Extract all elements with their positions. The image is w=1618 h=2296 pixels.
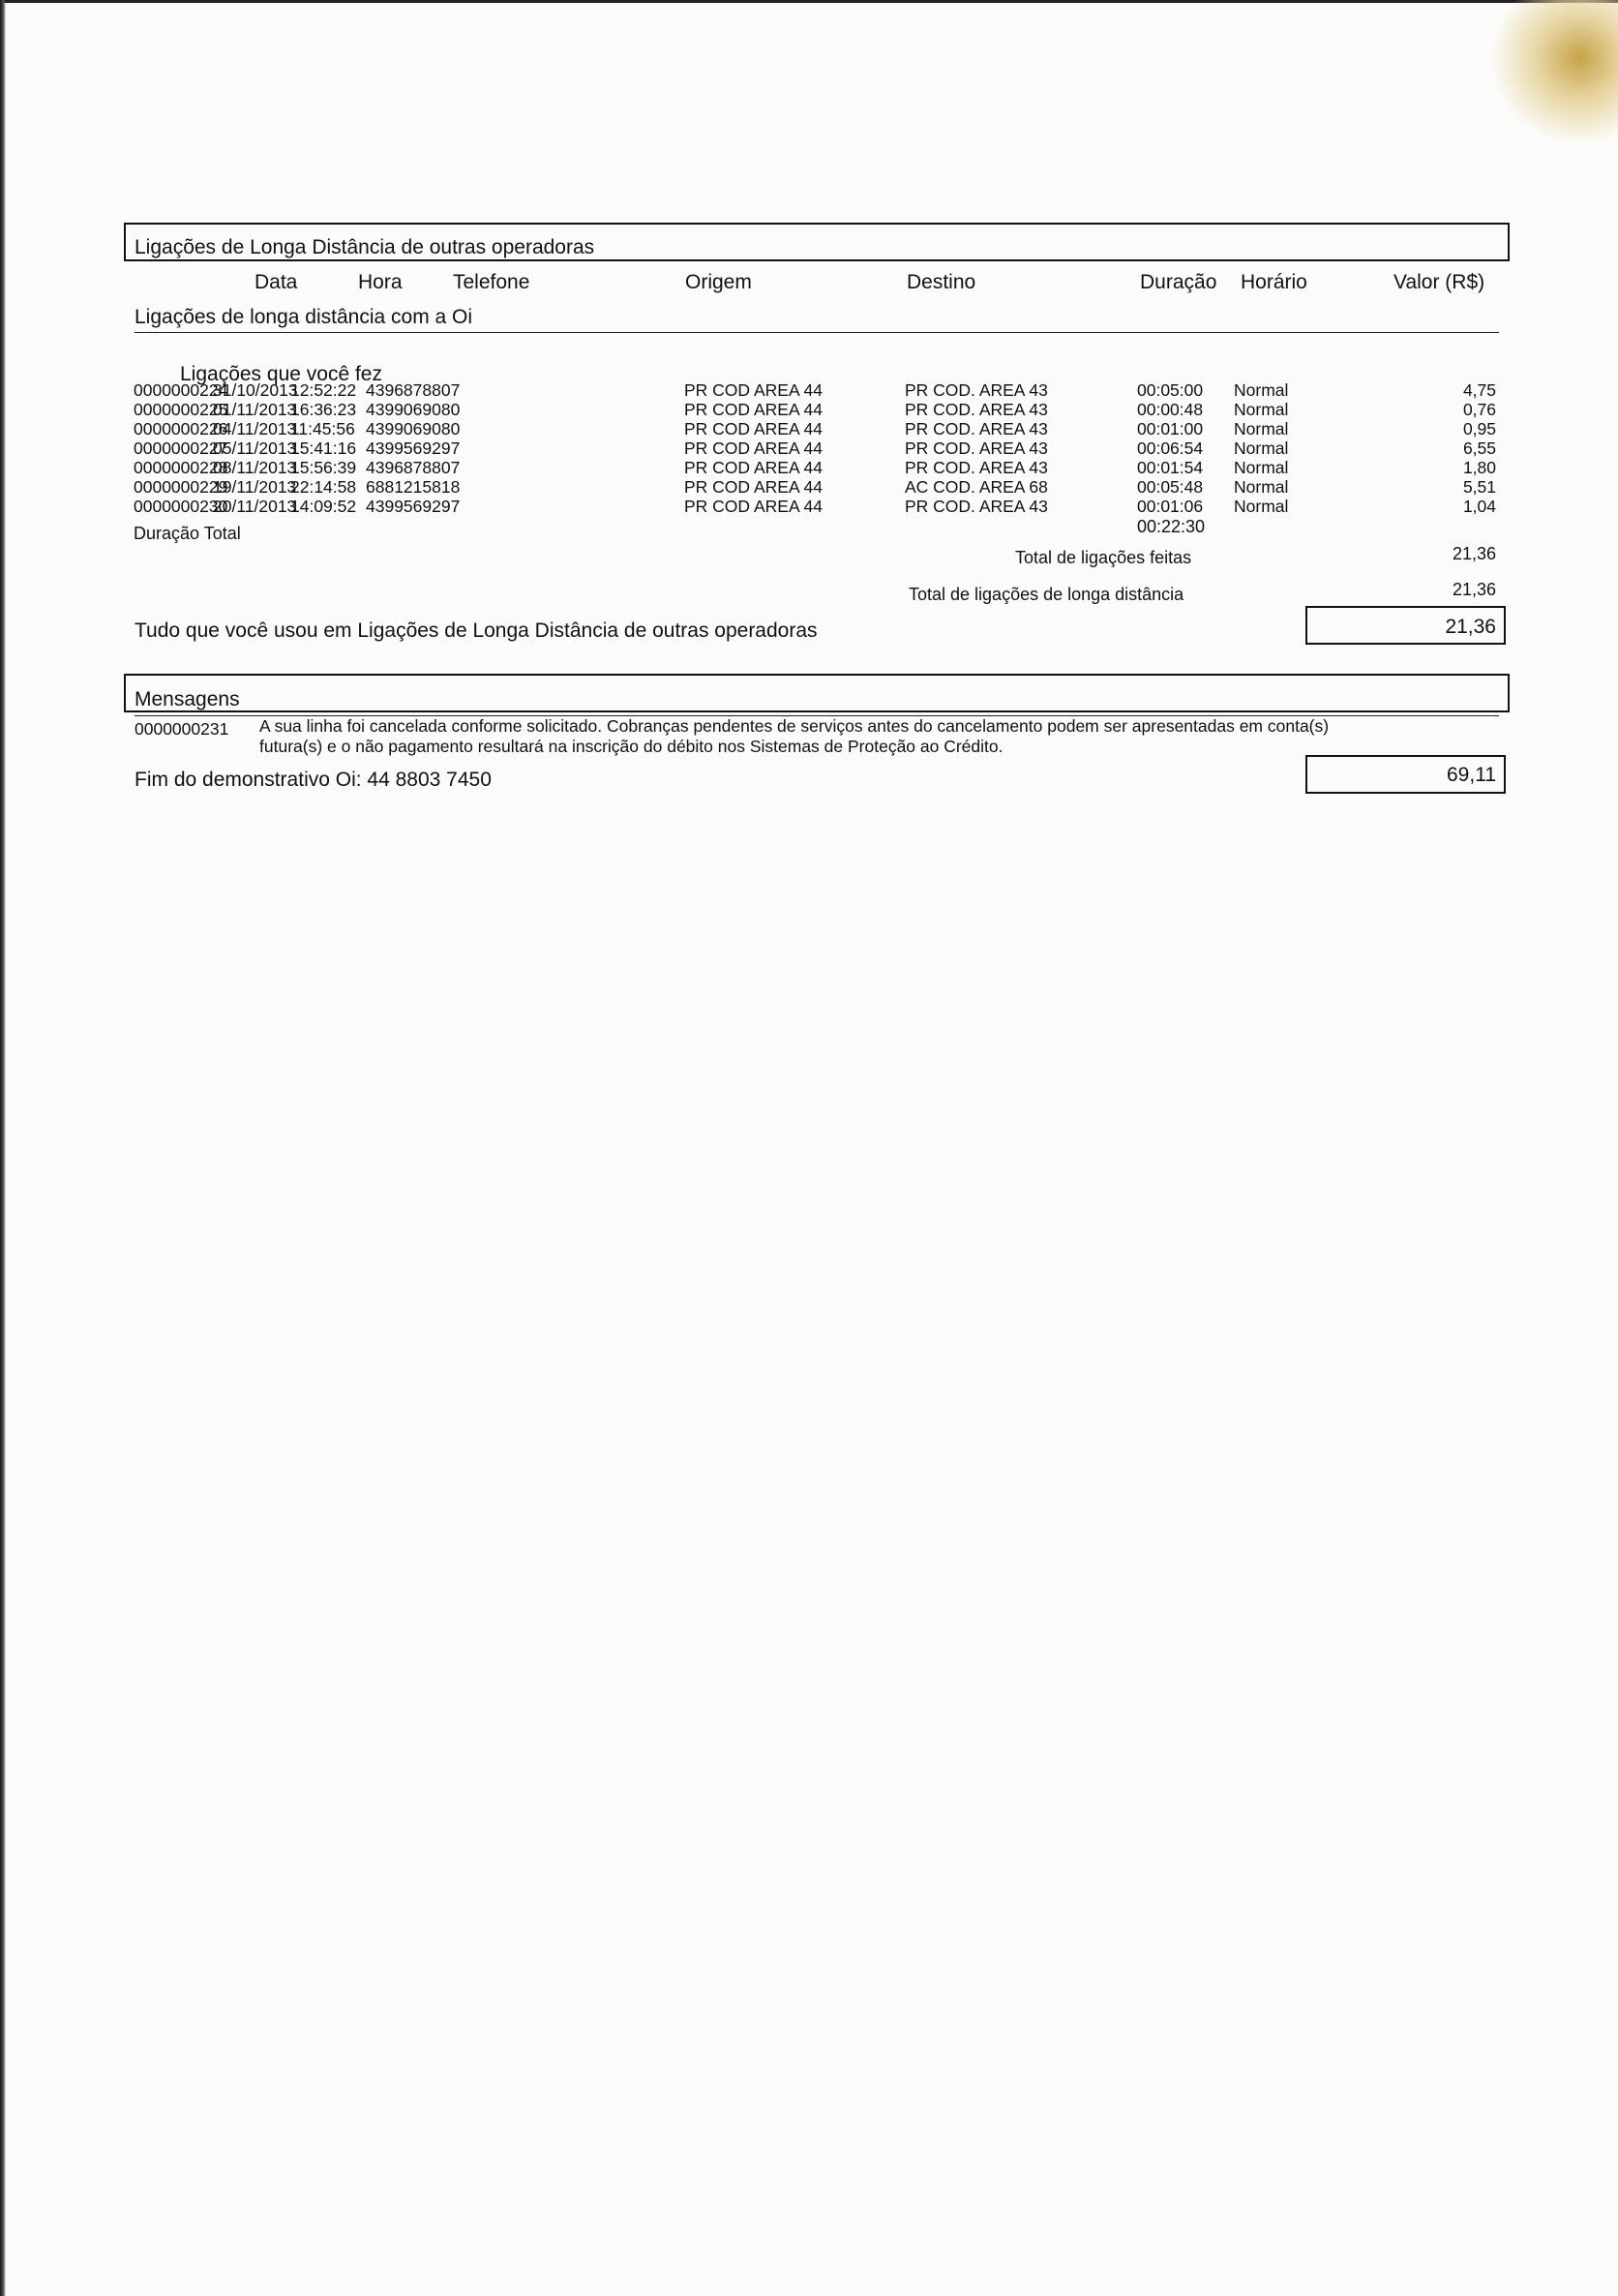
call-destination: PR COD. AREA 43: [905, 380, 1048, 400]
call-phone: 4399069080: [366, 419, 461, 438]
duracao-total-label: Duração Total: [134, 524, 241, 543]
call-date: 08/11/2013: [213, 458, 297, 477]
col-header-telefone: Telefone: [453, 271, 530, 293]
call-date: 05/11/2013: [213, 438, 297, 458]
call-duration: 00:05:48: [1137, 477, 1204, 497]
table-row: [0, 438, 1618, 458]
call-duration: 00:06:54: [1137, 438, 1204, 458]
messages-title-box: [124, 674, 1510, 712]
call-origin: PR COD AREA 44: [684, 438, 823, 458]
call-value: 1,04: [1462, 497, 1496, 516]
col-header-valor: Valor (R$): [1393, 271, 1485, 293]
call-period: Normal: [1234, 380, 1289, 400]
message-number: 0000000231: [135, 719, 229, 739]
col-header-origem: Origem: [685, 271, 752, 293]
subsection-rule: [135, 332, 1499, 333]
call-value: 1,80: [1462, 458, 1496, 477]
call-origin: PR COD AREA 44: [684, 419, 823, 438]
call-value: 4,75: [1462, 380, 1496, 400]
col-header-duracao: Duração: [1140, 271, 1217, 293]
statement-end-label: Fim do demonstrativo Oi: 44 8803 7450: [135, 769, 492, 791]
call-origin: PR COD AREA 44: [684, 458, 823, 477]
col-header-destino: Destino: [907, 271, 976, 293]
table-row: [0, 458, 1618, 477]
call-time: 14:09:52: [290, 497, 357, 516]
col-header-hora: Hora: [358, 271, 403, 293]
call-time: 22:14:58: [290, 477, 357, 497]
call-origin: PR COD AREA 44: [684, 497, 823, 516]
table-row: [0, 380, 1618, 400]
call-number: 0000000225: [134, 400, 228, 419]
call-number: 0000000229: [134, 477, 228, 497]
call-destination: PR COD. AREA 43: [905, 400, 1048, 419]
call-time: 11:45:56: [290, 419, 355, 438]
col-header-data: Data: [255, 271, 298, 293]
call-period: Normal: [1234, 477, 1289, 497]
call-time: 12:52:22: [290, 380, 357, 400]
call-destination: PR COD. AREA 43: [905, 497, 1048, 516]
table-row: [0, 477, 1618, 497]
call-time: 15:56:39: [290, 458, 357, 477]
call-date: 20/11/2013: [213, 497, 297, 516]
call-time: 16:36:23: [290, 400, 357, 419]
call-period: Normal: [1234, 438, 1289, 458]
call-origin: PR COD AREA 44: [684, 380, 823, 400]
call-duration: 00:01:00: [1137, 419, 1204, 438]
call-phone: 4399069080: [366, 400, 461, 419]
message-line-1: A sua linha foi cancelada conforme solicitado. Cobranças pendentes de serviços antes do cancelamento podem ser apresentadas em conta(s): [259, 716, 1330, 736]
call-date: 04/11/2013: [213, 419, 297, 438]
call-value: 6,55: [1462, 438, 1496, 458]
total-feitas-value: 21,36: [1452, 544, 1496, 563]
call-number: 0000000227: [134, 438, 228, 458]
table-row: [0, 419, 1618, 438]
call-destination: AC COD. AREA 68: [905, 477, 1048, 497]
table-row: [0, 497, 1618, 516]
call-phone: 6881215818: [366, 477, 461, 497]
call-origin: PR COD AREA 44: [684, 400, 823, 419]
summary-label: Tudo que você usou em Ligações de Longa Distância de outras operadoras: [135, 619, 818, 642]
group-title: Ligações que você fez: [180, 363, 382, 385]
call-value: 0,95: [1462, 419, 1496, 438]
call-origin: PR COD AREA 44: [684, 477, 823, 497]
call-phone: 4396878807: [366, 380, 461, 400]
call-phone: 4399569297: [366, 438, 461, 458]
summary-value: 21,36: [1445, 616, 1496, 638]
call-number: 0000000230: [134, 497, 228, 516]
call-date: 19/11/2013: [213, 477, 297, 497]
call-date: 01/11/2013: [213, 400, 297, 419]
call-value: 5,51: [1462, 477, 1496, 497]
call-duration: 00:05:00: [1137, 380, 1204, 400]
messages-title: Mensagens: [135, 688, 240, 710]
call-number: 0000000224: [134, 380, 228, 400]
call-period: Normal: [1234, 419, 1289, 438]
call-period: Normal: [1234, 497, 1289, 516]
scan-edge: [0, 0, 6, 2296]
subsection-title: Ligações de longa distância com a Oi: [135, 306, 473, 328]
call-period: Normal: [1234, 400, 1289, 419]
total-feitas-label: Total de ligações feitas: [1015, 548, 1192, 567]
call-period: Normal: [1234, 458, 1289, 477]
col-header-horario: Horário: [1241, 271, 1307, 293]
call-destination: PR COD. AREA 43: [905, 458, 1048, 477]
call-destination: PR COD. AREA 43: [905, 438, 1048, 458]
total-ld-label: Total de ligações de longa distância: [909, 585, 1184, 604]
call-value: 0,76: [1462, 400, 1496, 419]
paper-stain: [1490, 0, 1618, 145]
call-duration: 00:01:54: [1137, 458, 1204, 477]
message-line-2: futura(s) e o não pagamento resultará na inscrição do débito nos Sistemas de Proteção ao Crédito.: [259, 737, 1004, 756]
call-number: 0000000226: [134, 419, 228, 438]
call-phone: 4399569297: [366, 497, 461, 516]
call-date: 31/10/2013: [213, 380, 298, 400]
call-phone: 4396878807: [366, 458, 461, 477]
section-title: Ligações de Longa Distância de outras operadoras: [135, 236, 595, 258]
call-number: 0000000228: [134, 458, 228, 477]
statement-total-value: 69,11: [1447, 764, 1496, 786]
table-row: [0, 400, 1618, 419]
call-destination: PR COD. AREA 43: [905, 419, 1048, 438]
scan-edge: [0, 0, 1618, 3]
total-ld-value: 21,36: [1452, 580, 1496, 599]
call-time: 15:41:16: [290, 438, 357, 458]
call-duration: 00:01:06: [1137, 497, 1204, 516]
duracao-total-value: 00:22:30: [1137, 517, 1206, 536]
call-duration: 00:00:48: [1137, 400, 1204, 419]
